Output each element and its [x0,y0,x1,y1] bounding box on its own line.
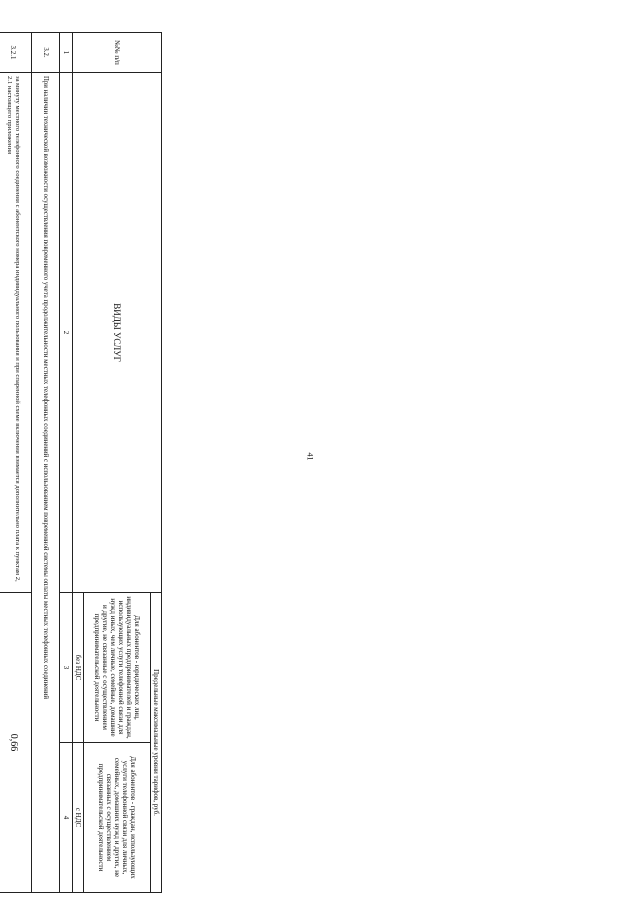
header-with-vat: с НДС [72,743,83,893]
service-text: за минуту местного телефонного соединения с абонентского номера индивидуального пользования и при спаренной схеме включения взимается дополнительно плата к пунктам 2, 2.1 настоящего приложения [0,73,31,593]
tariff-table-sheet [0,32,162,892]
column-number: 4 [59,743,72,893]
column-number: 1 [59,33,72,73]
row-number: 3.2.1 [0,33,31,73]
table-row-section [31,33,59,893]
row-number: 3.2. [31,33,59,73]
column-number: 2 [59,73,72,593]
tariff-value-merged: 0,66 [0,593,31,893]
header-citizens: Для абонентов - граждан, использующих услуги телефонной связи для личных, семейных, домашних нужд и других, не связанных с осуществлением предпринимательской деятельности [83,743,150,893]
header-no-vat: без НДС [72,593,83,743]
table-row [0,33,31,893]
column-number: 3 [59,593,72,743]
header-service: ВИДЫ УСЛУГ [72,73,161,593]
page-number: 41 [305,452,315,461]
header-tariffs: Предельные максимальные уровни тарифов, руб. [150,593,161,893]
header-num: №№ п/п [72,33,161,73]
section-text: При наличии технической возможности осуществления повременного учета продолжительности местных телефонных соединений с использованием повременной системы оплаты местных телефонных соединений [31,73,59,893]
header-legal-entities: Для абонентов - юридических лиц, индивидуальных предпринимателей и граждан, использующих услуги телефонной связи для нужд иных, чем личные, семейные, домашние и другие, не связанные с осуществлением предпринимательской деятельности [83,593,150,743]
tariff-table [0,32,162,893]
